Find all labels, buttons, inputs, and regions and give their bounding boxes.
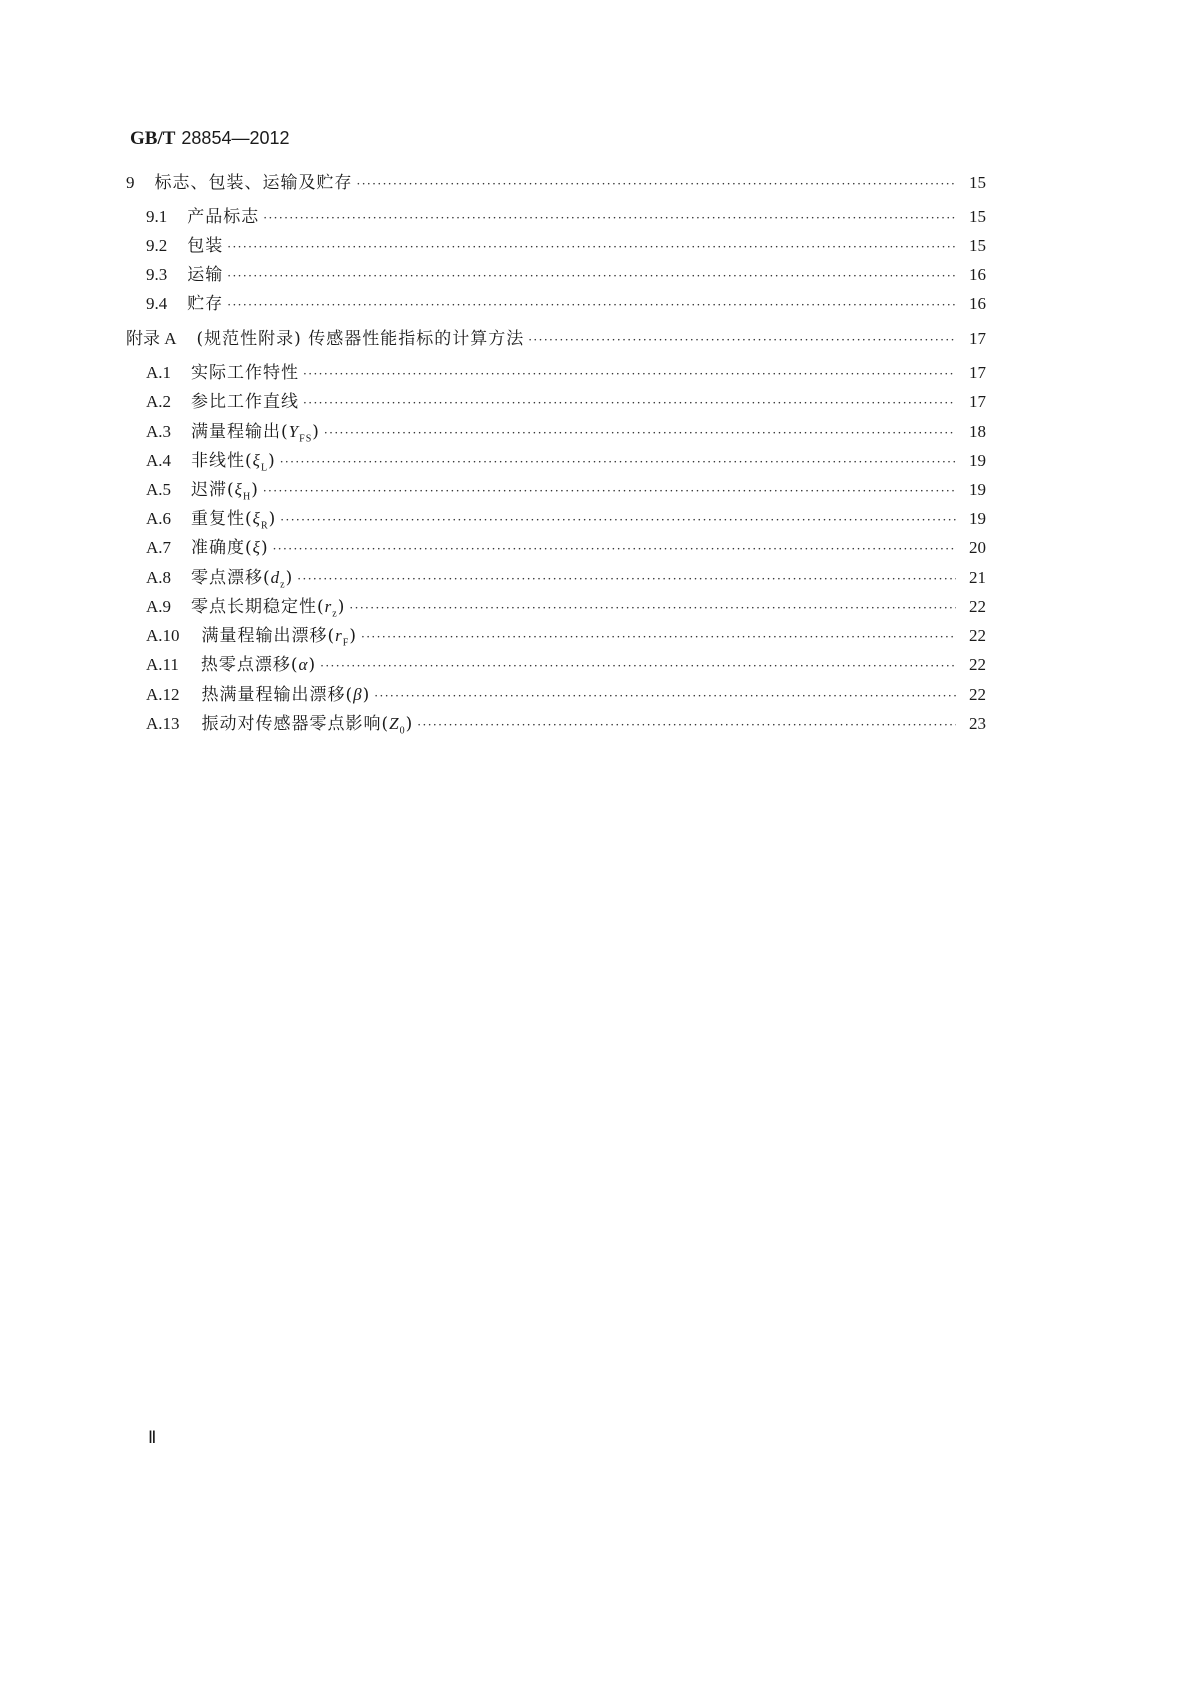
toc-entry-number: A.4 [146, 451, 172, 470]
dot-leader [280, 455, 956, 469]
dot-leader [417, 718, 956, 732]
toc-entry-title: 迟滞$(\xi_H)$ [191, 480, 259, 503]
toc-entry-number: A.8 [146, 568, 172, 587]
subscript: H [242, 491, 252, 503]
toc-entry-title: 包装 [187, 236, 224, 256]
toc-entry-page: 22 [969, 626, 986, 645]
toc-entry-page: 22 [969, 685, 986, 704]
toc-entry-page: 16 [969, 265, 986, 284]
toc-entry-number: A.12 [146, 685, 180, 704]
dot-leader [374, 689, 956, 703]
symbol: Z [389, 714, 400, 733]
dot-leader [324, 426, 956, 440]
dot-leader [280, 513, 956, 527]
toc-entry-number: A.1 [146, 363, 172, 382]
toc-entry-title: 标志、包装、运输及贮存 [154, 173, 353, 193]
toc-entry[interactable] [146, 709, 986, 737]
dot-leader [528, 333, 956, 347]
page-number: Ⅱ [148, 1428, 157, 1447]
toc-entry[interactable] [126, 168, 986, 192]
document-header [130, 128, 290, 150]
toc-entry-page: 19 [969, 509, 986, 528]
toc-entry-page: 15 [969, 173, 986, 192]
standard-number: 28854—2012 [181, 128, 290, 148]
toc-entry[interactable] [146, 446, 986, 474]
toc-entry-title: 运输 [187, 265, 224, 285]
toc-entry-page: 19 [969, 451, 986, 470]
toc-entry-title: 热满量程输出漂移(β) [201, 685, 371, 705]
symbol: Y [288, 422, 300, 441]
symbol: β [353, 685, 363, 704]
toc-entry-title: 零点漂移$(d_z)$ [191, 568, 294, 591]
toc-entry-page: 20 [969, 538, 986, 557]
toc-entry-page: 17 [969, 363, 986, 382]
toc-entry-page: 15 [969, 236, 986, 255]
symbol: r [324, 597, 333, 616]
toc-entry-page: 21 [969, 568, 986, 587]
subscript: R [260, 520, 269, 532]
standard-code: GB/T [130, 128, 176, 149]
toc-entry-title: 非线性$(\xi_L)$ [191, 451, 276, 474]
subscript: z [332, 608, 338, 620]
toc-entry-page: 16 [969, 294, 986, 313]
toc-entry-number: A.7 [146, 538, 172, 557]
toc-entry-page: 19 [969, 480, 986, 499]
toc-entry-title: 准确度(ξ) [191, 538, 269, 558]
toc-entry-page: 22 [969, 597, 986, 616]
toc-entry-title: 振动对传感器零点影响$(Z_0)$ [201, 714, 414, 737]
toc-entry-page: 17 [969, 392, 986, 411]
toc-entry-number: 9 [126, 173, 135, 192]
toc-entry-number: A.3 [146, 422, 172, 441]
toc-entry[interactable] [146, 475, 986, 503]
toc-entry-number: A.9 [146, 597, 172, 616]
symbol: α [298, 655, 309, 674]
toc-entry-title: 满量程输出$(Y_{FS})$ [191, 422, 320, 445]
subscript: F [342, 637, 350, 649]
toc-entry[interactable] [146, 650, 986, 674]
toc-entry[interactable] [146, 289, 986, 313]
dot-leader [297, 572, 956, 586]
toc-entry[interactable] [146, 387, 986, 411]
toc-entry[interactable] [146, 533, 986, 557]
toc-entry-title: 实际工作特性 [191, 363, 300, 383]
toc-entry-title: (规范性附录) 传感器性能指标的计算方法 [196, 329, 525, 349]
toc-entry-number: 9.1 [146, 207, 168, 226]
toc-entry-number: A.2 [146, 392, 172, 411]
symbol: ξ [234, 480, 243, 499]
toc-entry-title: 产品标志 [187, 207, 260, 227]
toc-entry[interactable] [146, 504, 986, 532]
toc-entry[interactable] [126, 324, 986, 348]
dot-leader [357, 177, 957, 191]
toc-entry-page: 15 [969, 207, 986, 226]
toc-entry[interactable] [146, 260, 986, 284]
toc-entry[interactable] [146, 680, 986, 704]
toc-entry-number: A.10 [146, 626, 180, 645]
toc-entry[interactable] [146, 202, 986, 226]
dot-leader [273, 542, 956, 556]
toc-entry[interactable] [146, 563, 986, 591]
toc-entry-page: 22 [969, 655, 986, 674]
toc-entry-number: A.13 [146, 714, 180, 733]
symbol: ξ [252, 509, 261, 528]
toc-entry-title: 重复性$(\xi_R)$ [191, 509, 277, 532]
toc-entry-number: A.6 [146, 509, 172, 528]
toc-entry-number: A.5 [146, 480, 172, 499]
dot-leader [320, 659, 956, 673]
symbol: r [335, 626, 343, 645]
toc-entry-number: 9.3 [146, 265, 168, 284]
toc-entry-title: 满量程输出漂移$(r_F)$ [201, 626, 357, 649]
toc-entry-title: 热零点漂移(α) [200, 655, 317, 675]
dot-leader [303, 396, 956, 410]
toc-entry-page: 17 [969, 329, 986, 348]
toc-entry-title: 贮存 [187, 294, 224, 314]
toc-entry-title: 零点长期稳定性$(r_z)$ [191, 597, 346, 620]
symbol: ξ [252, 451, 261, 470]
dot-leader [227, 240, 956, 254]
toc-entry[interactable] [146, 621, 986, 649]
toc-entry-number: 9.2 [146, 236, 168, 255]
symbol: ξ [252, 538, 261, 557]
toc-entry-number: 附录 A [126, 329, 177, 348]
toc-entry[interactable] [146, 417, 986, 445]
symbol: d [270, 568, 281, 587]
dot-leader [263, 211, 956, 225]
dot-leader [227, 269, 956, 283]
toc-entry[interactable] [146, 358, 986, 382]
toc-entry-page: 18 [969, 422, 986, 441]
dot-leader [303, 367, 956, 381]
subscript: L [260, 462, 269, 474]
toc-entry[interactable] [146, 231, 986, 255]
dot-leader [263, 484, 956, 498]
subscript: 0 [399, 725, 406, 737]
subscript: z [280, 579, 286, 591]
toc-entry-page: 23 [969, 714, 986, 733]
dot-leader [349, 601, 956, 615]
toc-entry-number: 9.4 [146, 294, 168, 313]
toc-entry[interactable] [146, 592, 986, 620]
subscript: FS [299, 433, 313, 445]
dot-leader [227, 298, 956, 312]
toc-entry-number: A.11 [146, 655, 179, 674]
toc-entry-title: 参比工作直线 [191, 392, 300, 412]
dot-leader [361, 630, 956, 644]
